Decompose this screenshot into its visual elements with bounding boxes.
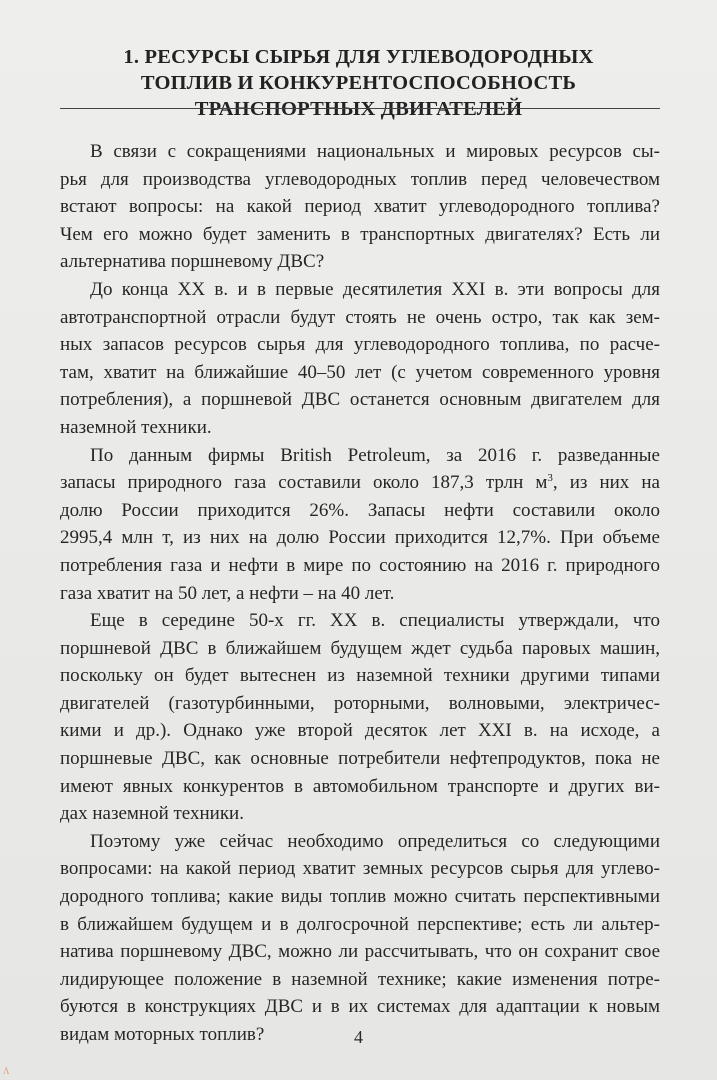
text-line: До конца XX в. и в первые десятилетия XXI в. эти вопросы для <box>90 278 660 300</box>
text-line: поршневые ДВС, как основные потребители нефтепродуктов, пока не <box>60 748 660 770</box>
text-line: вопросами: на какой период хватит земных ресурсов сырья для углево- <box>60 858 660 880</box>
text-line: автотранспортной отрасли будут стоять не очень остро, так как зем- <box>60 306 660 328</box>
paragraph-2 <box>60 276 660 442</box>
text-line: Еще в середине 50-х гг. XX в. специалисты утверждали, что <box>90 610 660 632</box>
text-line: поршневой ДВС в ближайшем будущем ждет судьба паровых машин, <box>60 637 660 659</box>
text-line: В связи с сокращениями национальных и мировых ресурсов сы- <box>90 141 660 162</box>
paragraph-3 <box>60 442 660 608</box>
heading-underline <box>60 108 660 109</box>
text-line: дородного топлива; какие виды топлив можно считать перспективными <box>60 886 660 908</box>
text-line: наземной техники. <box>60 416 212 438</box>
page-number: 4 <box>354 1027 363 1047</box>
text-fragment: запасы природного газа составили около 187,3 трлн м <box>60 472 548 494</box>
text-line: потребления газа и нефти в мире по состоянию на 2016 г. природного <box>60 554 660 576</box>
text-line: лидирующее положение в наземной технике; какие изменения потре- <box>60 968 660 990</box>
text-line: дах наземной техники. <box>60 803 244 825</box>
text-line: рья для производства углеводородных топлив перед человечеством <box>60 168 660 190</box>
text-line: долю России приходится 26%. Запасы нефти составили около <box>60 499 660 521</box>
text-line: Поэтому уже сейчас необходимо определиться со следующими <box>90 830 660 852</box>
text-line: там, хватит на ближайшие 40–50 лет (с учетом современного уровня <box>60 361 660 383</box>
text-line: двигателей (газотурбинными, роторными, волновыми, электричес- <box>60 692 660 714</box>
text-line: буются в конструкциях ДВС и в их системах для адаптации к новым <box>60 996 660 1018</box>
section-heading <box>60 44 657 122</box>
text-line: кими и др.). Однако уже второй десяток лет XXI в. на исходе, а <box>60 720 660 742</box>
superscript-cube: 3 <box>547 472 553 485</box>
text-line: натива поршневому ДВС, можно ли рассчитывать, что он сохранит свое <box>60 941 660 963</box>
text-line: газа хватит на 50 лет, а нефти – на 40 лет. <box>60 582 395 604</box>
paragraph-1 <box>60 138 660 276</box>
section-heading-line: 1. РЕСУРСЫ СЫРЬЯ ДЛЯ УГЛЕВОДОРОДНЫХ <box>123 45 594 68</box>
paragraph-4 <box>60 607 660 828</box>
text-line: имеют явных конкурентов в автомобильном транспорте и других ви- <box>60 775 660 797</box>
text-line: 2995,4 млн т, из них на долю России приходится 12,7%. При объеме <box>60 527 660 549</box>
text-fragment: , из них на <box>552 472 660 494</box>
text-line: в ближайшем будущем и в долгосрочной перспективе; есть ли альтер- <box>60 913 660 935</box>
text-line: ных запасов ресурсов сырья для углеводородного топлива, по расче- <box>60 334 660 356</box>
text-line: видам моторных топлив? <box>60 1024 265 1045</box>
corner-mark: Λ <box>3 1066 10 1076</box>
text-line: потребления), а поршневой ДВС останется основным двигателем для <box>60 389 660 411</box>
text-line: поскольку он будет вытеснен из наземной техники другими типами <box>60 665 660 687</box>
paragraph-5 <box>60 828 660 1049</box>
text-line: По данным фирмы British Petroleum, за 2016 г. разведанные <box>90 444 660 466</box>
body-text <box>60 138 660 1049</box>
text-line: Чем его можно будет заменить в транспортных двигателях? Есть ли <box>60 223 660 245</box>
text-line-with-superscript <box>60 469 660 497</box>
section-heading-line: ТОПЛИВ И КОНКУРЕНТОСПОСОБНОСТЬ <box>140 71 577 94</box>
section-heading-line: ТРАНСПОРТНЫХ ДВИГАТЕЛЕЙ <box>194 97 523 120</box>
text-line: альтернатива поршневому ДВС? <box>60 251 325 273</box>
text-line: встают вопросы: на какой период хватит углеводородного топлива? <box>60 196 660 218</box>
